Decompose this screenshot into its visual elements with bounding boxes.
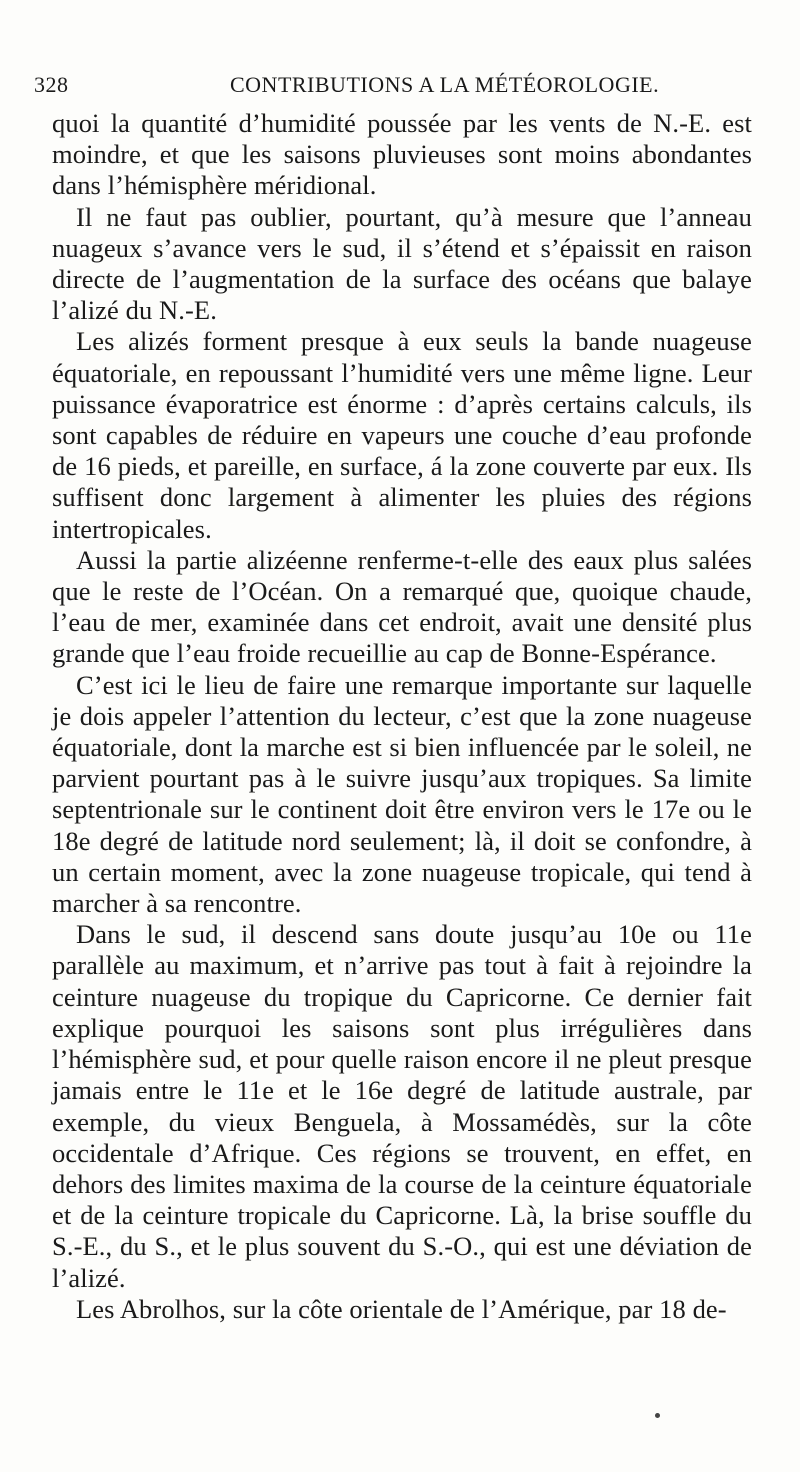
ink-speck	[655, 1413, 660, 1418]
page-header	[34, 72, 748, 106]
running-title: CONTRIBUTIONS A LA MÉTÉOROLOGIE.	[230, 72, 660, 97]
paragraph: C’est ici le lieu de faire une remarque importante sur laquelle je dois appeler l’attention du lecteur, c’est que la zone nuageuse équatoriale, dont la marche est si bien influencée par le soleil, ne parvient pourtant pas à le suivre jusqu’aux tropiques. Sa limite septentrionale sur le continent doit être environ vers le 17e ou le 18e degré de latitude nord seulement; là, il doit se confondre, à un certain moment, avec la zone nuageuse tropicale, qui tend à marcher à sa rencontre.	[52, 669, 752, 919]
page-number: 328	[34, 72, 69, 97]
body-text	[52, 108, 752, 1325]
paragraph: Les Abrolhos, sur la côte orientale de l’Amérique, par 18 de-	[76, 1293, 727, 1324]
paragraph: Il ne faut pas oublier, pourtant, qu’à mesure que l’anneau nuageux s’avance vers le sud, il s’étend et s’épaissit en raison directe de l’augmentation de la surface des océans que balaye l’alizé du N.-E.	[52, 201, 752, 326]
paragraph: Les alizés forment presque à eux seuls la bande nuageuse équatoriale, en repoussant l’humidité vers une même ligne. Leur puissance évaporatrice est énorme : d’après certains calculs, ils sont capables de réduire en vapeurs une couche d’eau profonde de 16 pieds, et pareille, en surface, á la zone couverte par eux. Ils suffisent donc largement à alimenter les pluies des régions intertropicales.	[52, 326, 752, 544]
paragraph: quoi la quantité d’humidité poussée par les vents de N.-E. est moindre, et que les saisons pluvieuses sont moins abondantes dans l’hémisphère méridional.	[52, 108, 752, 201]
paragraph: Aussi la partie alizéenne renferme-t-elle des eaux plus salées que le reste de l’Océan. On a remarqué que, quoique chaude, l’eau de mer, examinée dans cet endroit, avait une densité plus grande que l’eau froide recueillie au cap de Bonne-Espérance.	[52, 544, 752, 669]
paragraph: Dans le sud, il descend sans doute jusqu’au 10e ou 11e parallèle au maximum, et n’arrive pas tout à fait à rejoindre la ceinture nuageuse du tropique du Capricorne. Ce dernier fait explique pourquoi les saisons sont plus irrégulières dans l’hémisphère sud, et pour quelle raison encore il ne pleut presque jamais entre le 11e et le 16e degré de latitude australe, par exemple, du vieux Benguela, à Mossamédès, sur la côte occidentale d’Afrique. Ces régions se trouvent, en effet, en dehors des limites maxima de la course de la ceinture équatoriale et de la ceinture tropicale du Capricorne. Là, la brise souffle du S.-E., du S., et le plus souvent du S.-O., qui est une déviation de l’alizé.	[52, 919, 752, 1293]
